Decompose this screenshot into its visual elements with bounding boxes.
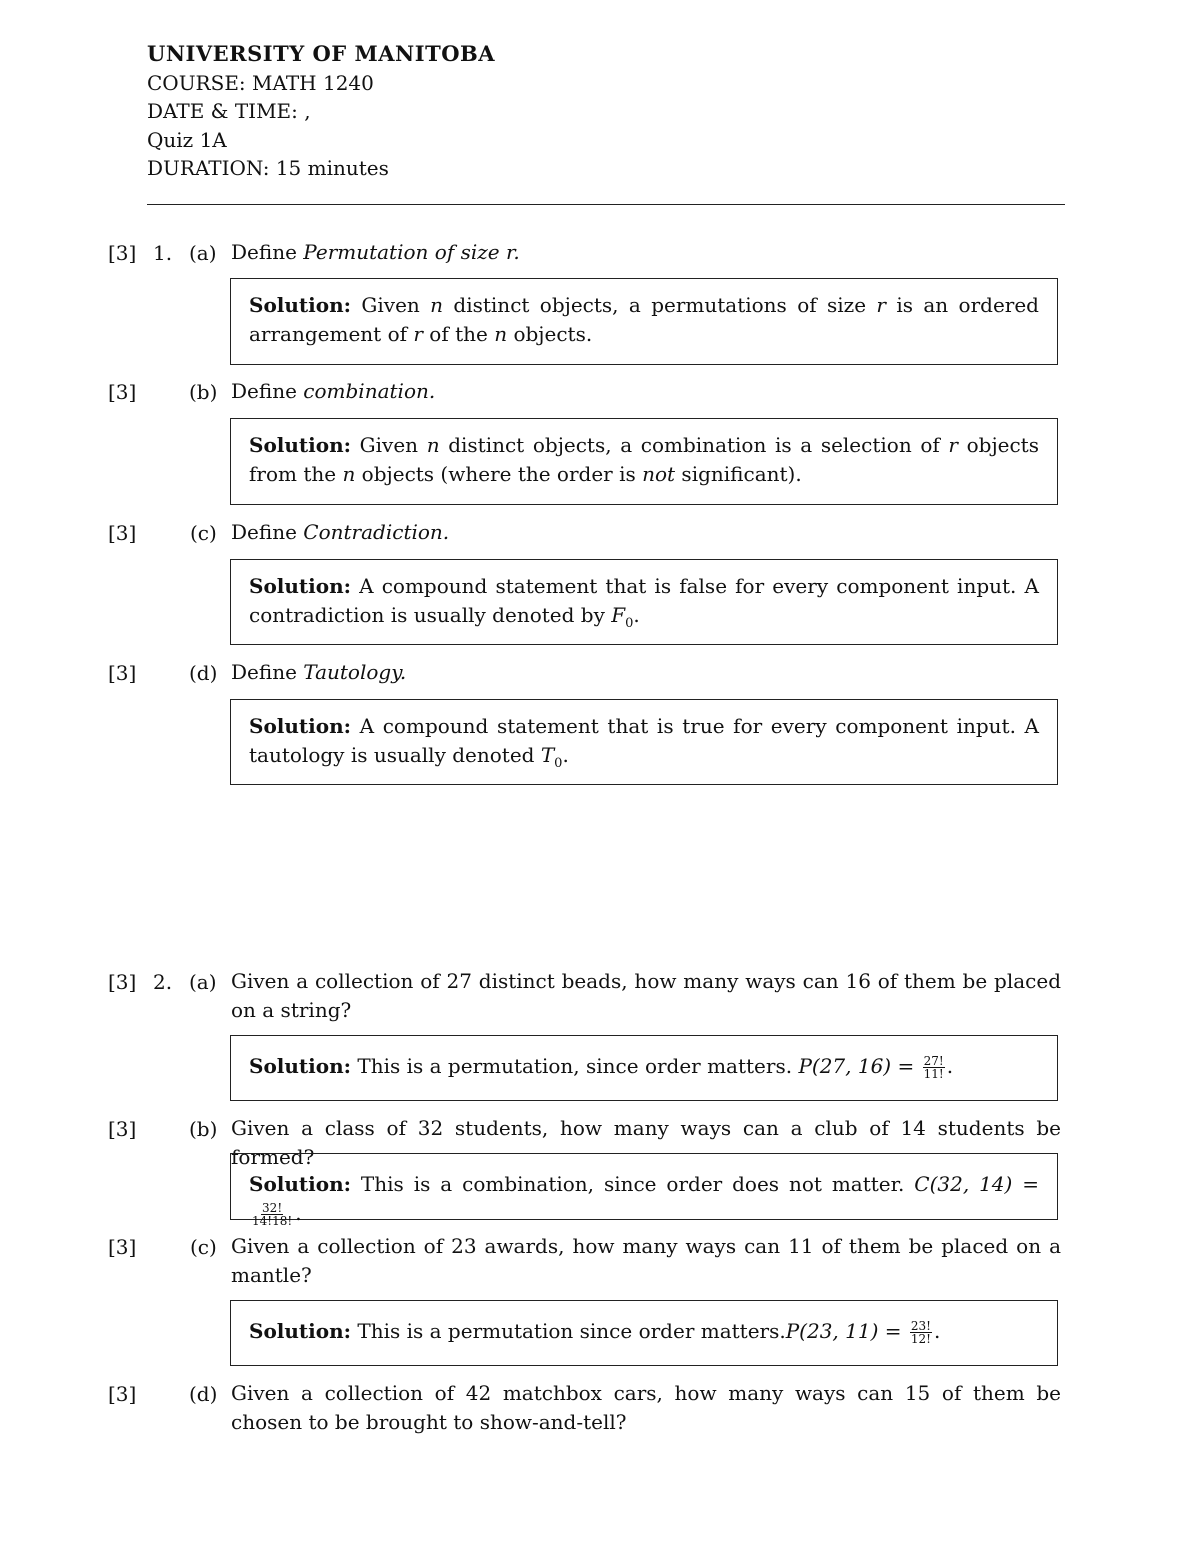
q2-number: 2.	[153, 970, 173, 994]
fraction: $\frac{23!}{12!}$	[910, 1319, 931, 1346]
q2d-label: (d)	[189, 1382, 218, 1406]
solution-label: Solution:	[249, 1319, 352, 1343]
solution-label: Solution:	[249, 293, 352, 317]
q1d-solution-box: Solution: A compound statement that is true for every component input. A tautology is usually denoted $T_0$.	[230, 699, 1058, 785]
q1c-solution-box: Solution: A compound statement that is false for every component input. A contradiction is usually denoted by $F_0$.	[230, 559, 1058, 645]
q2a-solution-box: Solution: This is a permutation, since order matters. P(27, 16) = $\frac{27!}{11!}$ .	[230, 1035, 1058, 1101]
q2a-label: (a)	[189, 970, 217, 994]
quiz-title: Quiz 1A	[147, 127, 227, 152]
q1-number: 1.	[153, 241, 173, 265]
solution-label: Solution:	[249, 714, 352, 738]
duration-line: DURATION: 15 minutes	[147, 156, 389, 180]
q1b-label: (b)	[189, 380, 218, 404]
q1a-solution-box: Solution: Given n distinct objects, a permutations of size r is an ordered arrangement of r of the n objects.	[230, 278, 1058, 365]
q1b-solution-box: Solution: Given n distinct objects, a combination is a selection of r objects from the n objects (where the order is not significant).	[230, 418, 1058, 505]
course-line: COURSE: MATH 1240	[147, 70, 374, 95]
q2b-label: (b)	[189, 1117, 218, 1141]
solution-label: Solution:	[249, 1172, 352, 1196]
q2a-marks: [3]	[108, 970, 137, 994]
q2d-question: Given a collection of 42 matchbox cars, how many ways can 15 of them be chosen to be brought to show-and-tell?	[231, 1381, 1061, 1434]
q1b-question: Define combination.	[231, 379, 436, 403]
q1a-label: (a)	[189, 241, 217, 265]
exam-header	[147, 40, 495, 183]
q1d-marks: [3]	[108, 661, 137, 685]
q2d-marks: [3]	[108, 1382, 137, 1406]
q1b-marks: [3]	[108, 380, 137, 404]
q2a-question: Given a collection of 27 distinct beads, how many ways can 16 of them be placed on a string?	[231, 969, 1061, 1022]
solution-label: Solution:	[249, 433, 352, 457]
fraction: $\frac{32!}{14!18!}$	[252, 1201, 293, 1228]
q1c-question: Define Contradiction.	[231, 520, 450, 544]
q1a-question: Define Permutation of size r.	[231, 240, 520, 264]
q1c-label: (c)	[190, 521, 217, 545]
q2c-question: Given a collection of 23 awards, how many ways can 11 of them be placed on a mantle?	[231, 1234, 1061, 1287]
q2b-marks: [3]	[108, 1117, 137, 1141]
date-time-line: DATE & TIME: ,	[147, 99, 311, 123]
solution-label: Solution:	[249, 1054, 352, 1078]
q1c-marks: [3]	[108, 521, 137, 545]
fraction: $\frac{27!}{11!}$	[923, 1054, 944, 1081]
q2c-marks: [3]	[108, 1235, 137, 1259]
q1d-question: Define Tautology.	[231, 660, 407, 684]
q2c-label: (c)	[190, 1235, 217, 1259]
q1d-label: (d)	[189, 661, 218, 685]
q2c-solution-box: Solution: This is a permutation since order matters.P(23, 11) = $\frac{23!}{12!}$ .	[230, 1300, 1058, 1366]
q1a-marks: [3]	[108, 241, 137, 265]
solution-label: Solution:	[249, 574, 352, 598]
q2b-question: Given a class of 32 students, how many ways can a club of 14 students be formed?	[231, 1116, 1061, 1169]
header-divider	[147, 204, 1065, 205]
q2b-solution-box: Solution: This is a combination, since order does not matter. C(32, 14) = $\frac{32!}{14!18!}$ .	[230, 1153, 1058, 1220]
university-name: UNIVERSITY OF MANITOBA	[147, 41, 496, 66]
